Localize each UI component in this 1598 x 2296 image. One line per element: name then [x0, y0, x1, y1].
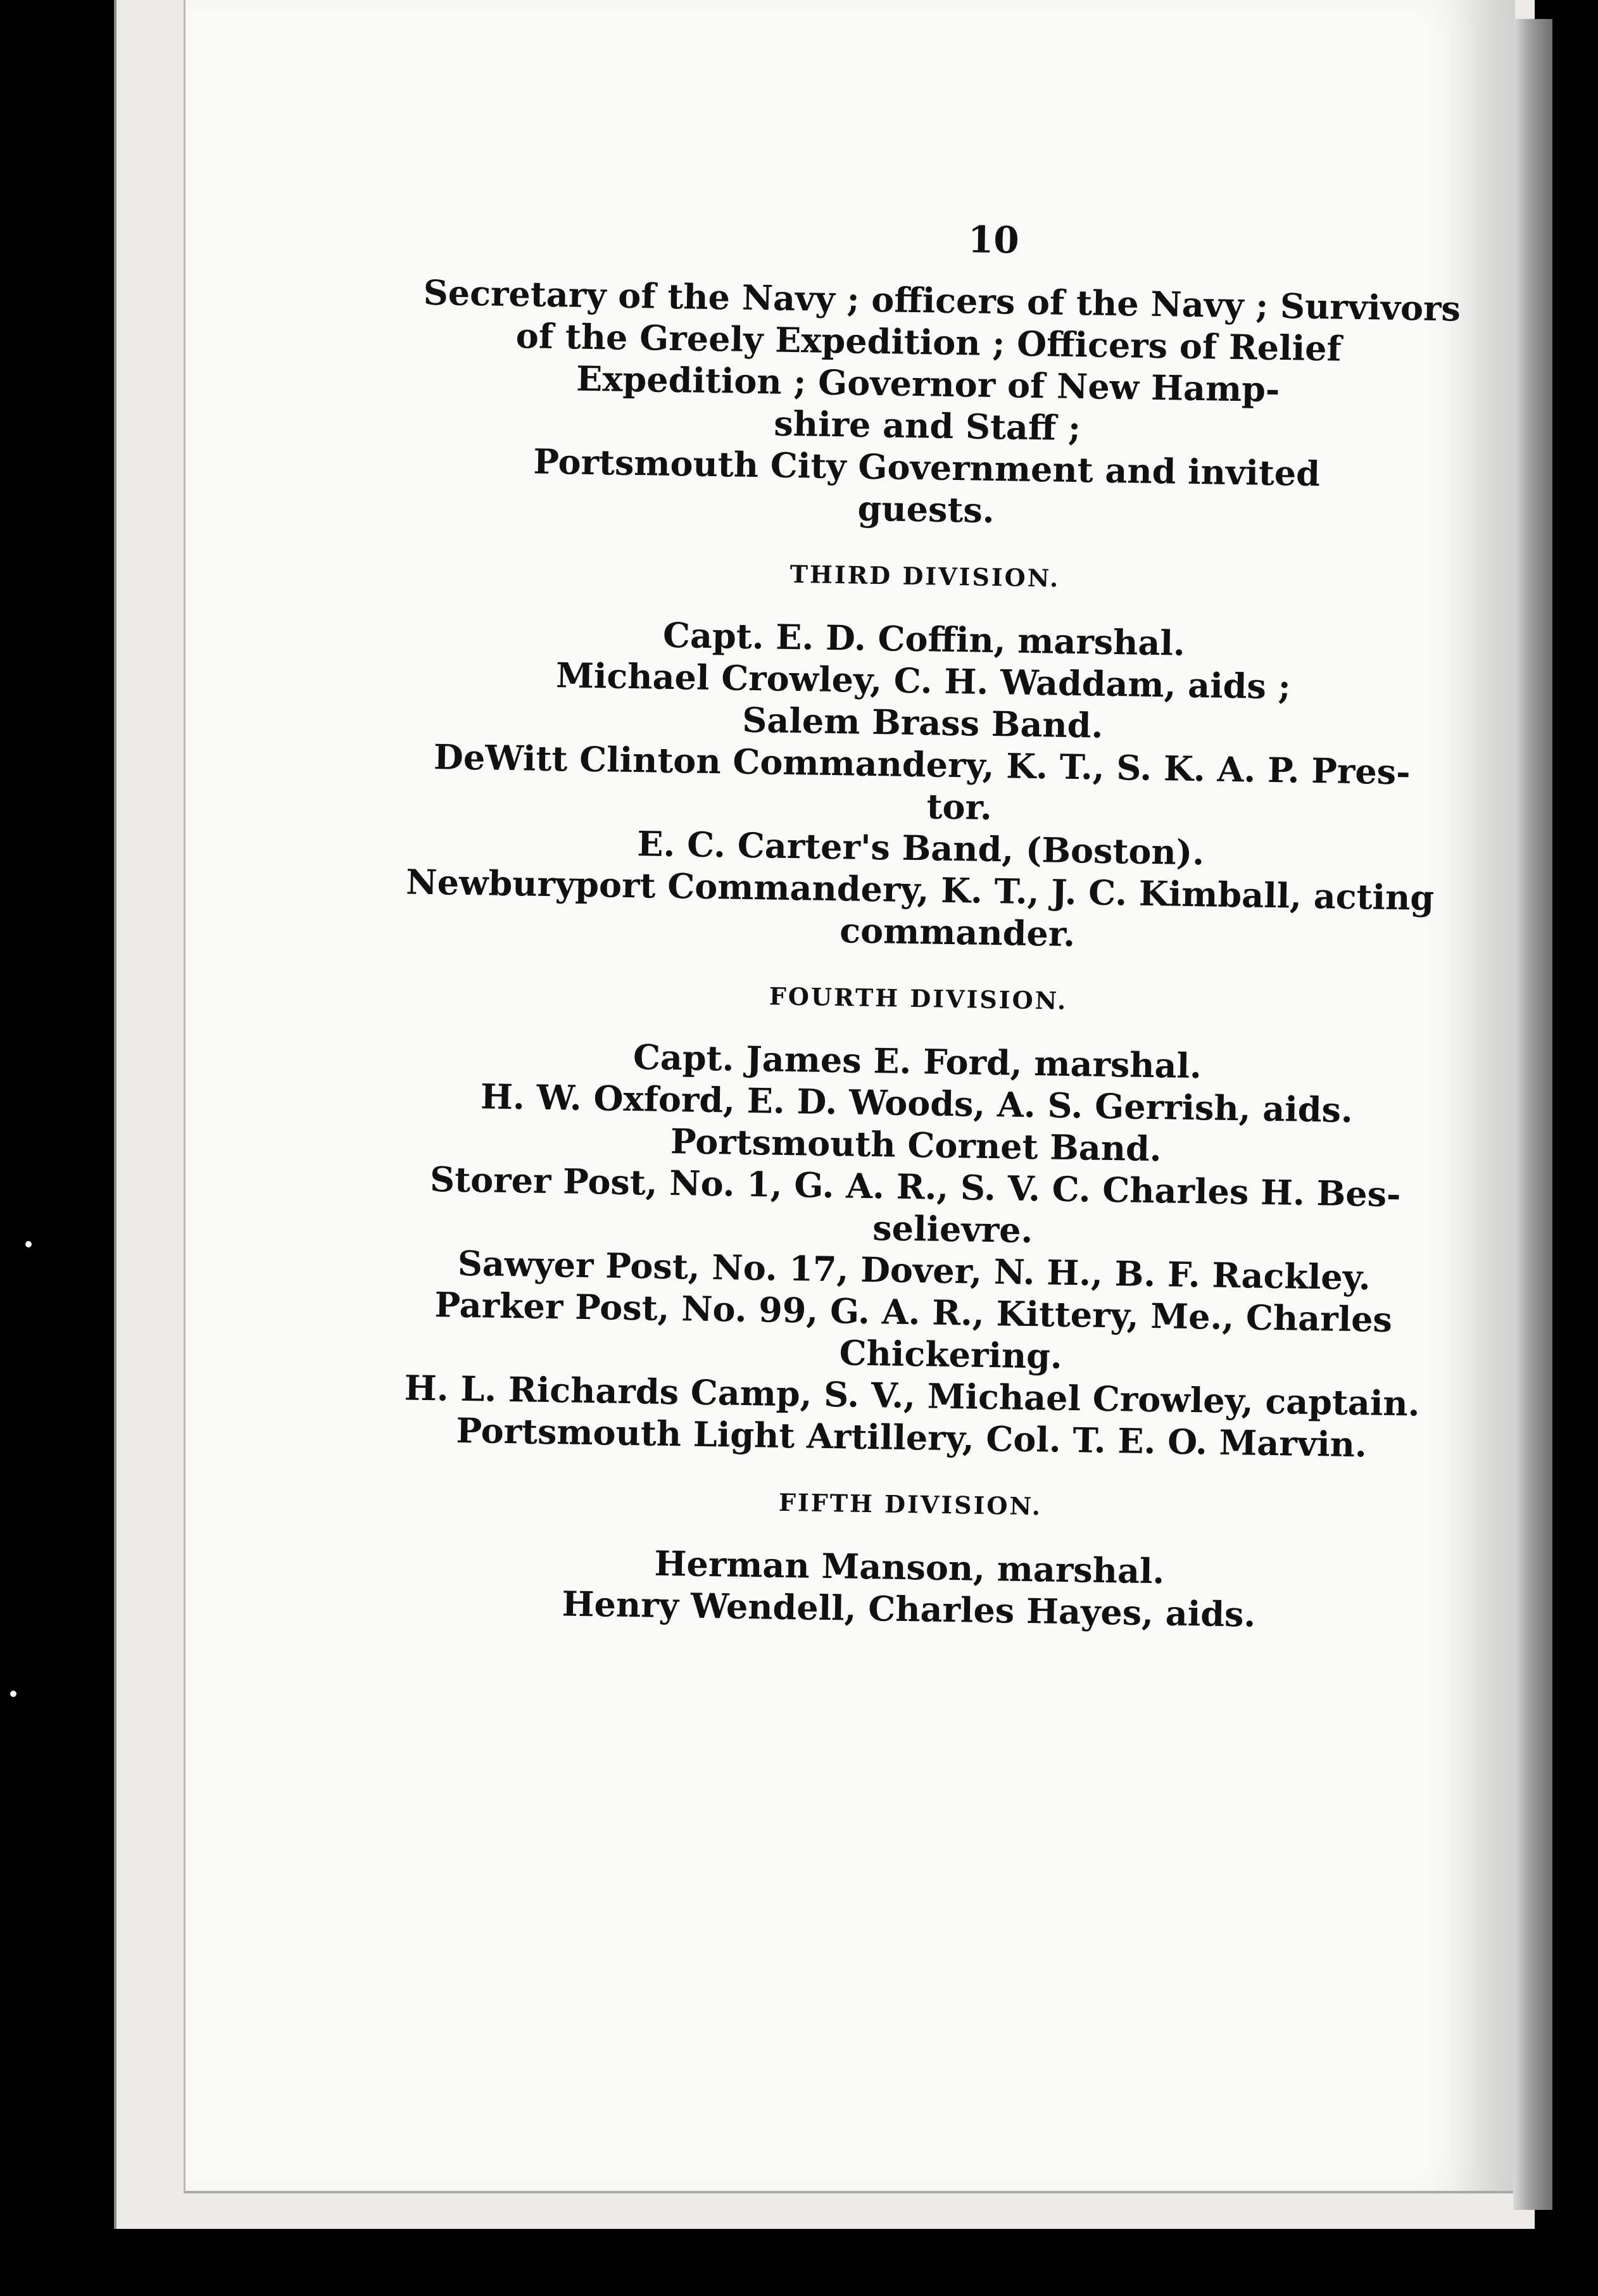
division-heading: FOURTH DIVISION. [769, 981, 1068, 1015]
text-line: Sawyer Post, No. 17, Dover, N. H., B. F. Rackley. [457, 1242, 1371, 1298]
text-line: of the Greely Expedition ; Officers of Relief [515, 315, 1342, 369]
text-line: guests. [857, 488, 995, 531]
text-line: shire and Staff ; [773, 403, 1081, 449]
text-line: Parker Post, No. 99, G. A. R., Kittery, Me., Charles [434, 1284, 1393, 1340]
page-text [370, 209, 1469, 1638]
text-line: Secretary of the Navy ; officers of the Navy ; Survivors [423, 272, 1461, 329]
third-division [381, 553, 1463, 961]
text-line: Salem Brass Band. [741, 699, 1104, 746]
text-line: selievre. [872, 1208, 1033, 1251]
text-line: Portsmouth Light Artillery, Col. T. E. O. Marvin. [455, 1410, 1368, 1465]
text-line: Michael Crowley, C. H. Waddam, aids ; [555, 655, 1292, 707]
book-spine-shadow [1513, 19, 1552, 2210]
text-line: tor. [926, 786, 993, 828]
text-line: Capt. E. D. Coffin, marshal. [662, 614, 1186, 664]
text-line: Herman Manson, marshal. [654, 1542, 1165, 1592]
opening-paragraph [387, 271, 1468, 539]
text-line: Capt. James E. Ford, marshal. [632, 1037, 1202, 1087]
fourth-division [373, 976, 1457, 1467]
fifth-division [370, 1482, 1449, 1639]
scan-speck [10, 1691, 16, 1697]
text-line: Portsmouth City Government and invited [532, 441, 1321, 495]
text-line: DeWitt Clinton Commandery, K. T., S. K. A. P. Pres- [433, 736, 1411, 793]
page-number: 10 [967, 218, 1020, 262]
text-line: H. W. Oxford, E. D. Woods, A. S. Gerrish, aids. [480, 1076, 1354, 1130]
text-line: Chickering. [839, 1332, 1063, 1377]
text-line: E. C. Carter's Band, (Boston). [636, 823, 1205, 873]
text-line: Henry Wendell, Charles Hayes, aids. [562, 1583, 1256, 1635]
division-heading: THIRD DIVISION. [790, 559, 1060, 593]
division-heading: FIFTH DIVISION. [778, 1487, 1043, 1521]
text-line: Newburyport Commandery, K. T., J. C. Kimball, acting [405, 861, 1435, 918]
text-line: Portsmouth Cornet Band. [670, 1121, 1162, 1170]
text-line: Expedition ; Governor of New Hamp- [576, 358, 1280, 410]
text-line: Storer Post, No. 1, G. A. R., S. V. C. Charles H. Bes- [429, 1159, 1401, 1215]
scan-speck [25, 1241, 32, 1247]
text-line: H. L. Richards Camp, S. V., Michael Crowley, captain. [404, 1367, 1421, 1424]
text-line: commander. [839, 910, 1076, 955]
